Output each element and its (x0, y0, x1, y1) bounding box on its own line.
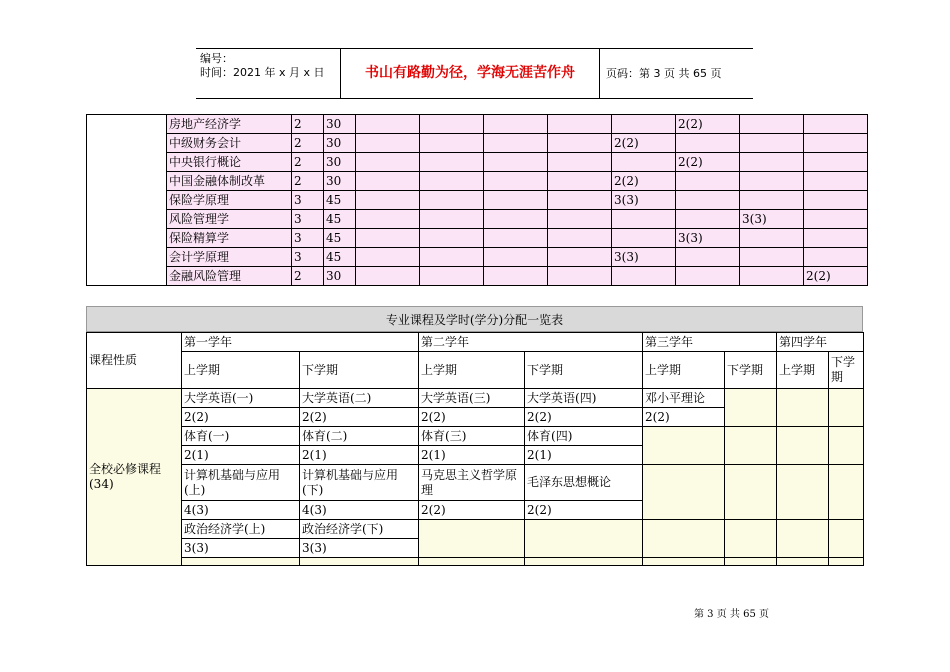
course-hours: 30 (324, 134, 356, 153)
empty-cell (419, 520, 525, 558)
course-credit: 2 (292, 134, 324, 153)
semester-cell: 2(2) (676, 115, 740, 134)
course-name: 大学英语(三) (419, 389, 525, 408)
semester-cell (612, 153, 676, 172)
course-name: 中国金融体制改革 (167, 172, 292, 191)
semester-cell (548, 115, 612, 134)
course-row (87, 210, 868, 229)
course-name: 会计学原理 (167, 248, 292, 267)
year-3-header: 第三学年 (643, 333, 777, 352)
course-credit: 2(1) (182, 446, 300, 465)
semester-cell (356, 229, 420, 248)
header-motto: 书山有路勤为径，学海无涯苦作舟 (340, 49, 600, 98)
course-name: 计算机基础与应用(下) (300, 465, 419, 501)
empty-cell (725, 558, 777, 566)
allocation-section (86, 306, 863, 566)
semester-cell (548, 153, 612, 172)
course-name: 体育(四) (525, 427, 643, 446)
course-row (87, 172, 868, 191)
empty-cell (300, 558, 419, 566)
course-name: 马克思主义哲学原理 (419, 465, 525, 501)
semester-cell (484, 267, 548, 286)
empty-cell (725, 465, 777, 520)
semester-cell (548, 267, 612, 286)
course-hours: 30 (324, 153, 356, 172)
semester-header: 下学期 (725, 352, 777, 389)
semester-cell (804, 115, 868, 134)
course-hours: 45 (324, 229, 356, 248)
course-hours: 45 (324, 210, 356, 229)
semester-cell (484, 191, 548, 210)
course-credit: 3(3) (300, 539, 419, 558)
semester-header: 下学期 (525, 352, 643, 389)
semester-cell: 3(3) (612, 191, 676, 210)
semester-cell (356, 267, 420, 286)
course-name: 中央银行概论 (167, 153, 292, 172)
course-name: 金融风险管理 (167, 267, 292, 286)
empty-cell (643, 558, 725, 566)
course-row (87, 229, 868, 248)
empty-cell (725, 389, 777, 427)
semester-cell (740, 172, 804, 191)
course-name: 大学英语(四) (525, 389, 643, 408)
semester-cell (676, 134, 740, 153)
semester-cell (420, 267, 484, 286)
semester-cell (740, 267, 804, 286)
semester-cell (420, 210, 484, 229)
semester-cell (740, 153, 804, 172)
semester-cell (676, 210, 740, 229)
semester-cell (548, 172, 612, 191)
course-credit: 2(2) (525, 408, 643, 427)
semester-header: 上学期 (419, 352, 525, 389)
semester-cell (740, 115, 804, 134)
semester-cell (484, 153, 548, 172)
semester-cell (548, 248, 612, 267)
semester-cell (484, 229, 548, 248)
header-meta (196, 49, 340, 98)
year-4-header: 第四学年 (777, 333, 864, 352)
page-header (196, 48, 753, 99)
semester-cell (484, 172, 548, 191)
semester-cell (740, 229, 804, 248)
course-row (87, 267, 868, 286)
course-credit: 3(3) (182, 539, 300, 558)
course-credit: 3 (292, 191, 324, 210)
year-1-header: 第一学年 (182, 333, 419, 352)
course-name: 保险精算学 (167, 229, 292, 248)
course-credit: 2(1) (525, 446, 643, 465)
course-credit: 2 (292, 115, 324, 134)
semester-cell (548, 191, 612, 210)
semester-cell (612, 115, 676, 134)
course-hours: 30 (324, 172, 356, 191)
semester-cell (804, 134, 868, 153)
semester-cell (676, 172, 740, 191)
allocation-table (86, 332, 864, 566)
course-name: 体育(二) (300, 427, 419, 446)
course-credit: 3 (292, 210, 324, 229)
course-type-header: 课程性质 (87, 333, 182, 389)
empty-cell (777, 389, 829, 427)
course-name: 风险管理学 (167, 210, 292, 229)
course-name: 大学英语(一) (182, 389, 300, 408)
semester-cell (740, 248, 804, 267)
empty-cell (525, 558, 643, 566)
course-credit: 3 (292, 229, 324, 248)
semester-cell (740, 191, 804, 210)
course-name: 政治经济学(上) (182, 520, 300, 539)
page-footer: 第 3 页 共 65 页 (694, 609, 769, 620)
course-credit: 2(2) (182, 408, 300, 427)
course-name: 房地产经济学 (167, 115, 292, 134)
semester-cell (804, 172, 868, 191)
semester-cell (420, 134, 484, 153)
category-cell: 全校必修课程(34) (87, 389, 182, 566)
semester-cell: 2(2) (612, 172, 676, 191)
course-name: 邓小平理论 (643, 389, 725, 408)
semester-cell (420, 229, 484, 248)
course-row (87, 153, 868, 172)
semester-cell (420, 115, 484, 134)
empty-cell (777, 520, 829, 558)
allocation-title: 专业课程及学时(学分)分配一览表 (86, 306, 863, 332)
semester-cell: 2(2) (612, 134, 676, 153)
course-credit: 2(2) (419, 501, 525, 520)
semester-cell (804, 248, 868, 267)
semester-cell (676, 267, 740, 286)
course-name: 保险学原理 (167, 191, 292, 210)
semester-header: 上学期 (643, 352, 725, 389)
semester-header: 上学期 (182, 352, 300, 389)
empty-cell (725, 520, 777, 558)
semester-cell (804, 153, 868, 172)
empty-cell (182, 558, 300, 566)
empty-cell (643, 427, 725, 465)
semester-cell (356, 248, 420, 267)
course-credit: 2(2) (419, 408, 525, 427)
course-credit: 2(2) (643, 408, 725, 427)
empty-cell (829, 427, 864, 465)
semester-cell (484, 134, 548, 153)
course-name: 中级财务会计 (167, 134, 292, 153)
semester-cell (740, 134, 804, 153)
semester-cell (356, 172, 420, 191)
empty-cell (643, 520, 725, 558)
course-credit: 2 (292, 172, 324, 191)
semester-cell (356, 210, 420, 229)
empty-cell (725, 427, 777, 465)
empty-cell (777, 465, 829, 520)
semester-cell (420, 191, 484, 210)
semester-cell: 3(3) (740, 210, 804, 229)
semester-cell (676, 191, 740, 210)
empty-cell (777, 558, 829, 566)
semester-cell (548, 134, 612, 153)
semester-header: 下学期 (829, 352, 864, 389)
course-row (87, 115, 868, 134)
semester-cell (356, 134, 420, 153)
semester-cell: 2(2) (676, 153, 740, 172)
header-page: 页码：第 3 页 共 65 页 (606, 67, 722, 80)
course-name: 政治经济学(下) (300, 520, 419, 539)
semester-cell (804, 191, 868, 210)
semester-cell (548, 210, 612, 229)
semester-cell (484, 210, 548, 229)
course-name: 大学英语(二) (300, 389, 419, 408)
semester-cell: 2(2) (804, 267, 868, 286)
empty-cell (829, 465, 864, 520)
semester-cell (548, 229, 612, 248)
course-credit: 4(3) (300, 501, 419, 520)
course-hours: 45 (324, 248, 356, 267)
course-table (86, 114, 868, 286)
course-row (87, 134, 868, 153)
semester-cell (676, 248, 740, 267)
year-2-header: 第二学年 (419, 333, 643, 352)
semester-cell (484, 248, 548, 267)
empty-cell (829, 389, 864, 427)
semester-cell (804, 229, 868, 248)
course-credit: 2 (292, 153, 324, 172)
semester-cell (420, 248, 484, 267)
course-credit: 2 (292, 267, 324, 286)
category-cell (87, 115, 167, 286)
header-number: 编号： (200, 52, 233, 65)
course-name: 体育(一) (182, 427, 300, 446)
semester-header: 上学期 (777, 352, 829, 389)
semester-cell (356, 153, 420, 172)
empty-cell (777, 427, 829, 465)
semester-cell (612, 229, 676, 248)
empty-cell (525, 520, 643, 558)
semester-cell (612, 210, 676, 229)
semester-cell (356, 115, 420, 134)
header-time: 时间：2021 年 x 月 x 日 (200, 66, 325, 79)
empty-cell (419, 558, 525, 566)
course-credit: 2(1) (300, 446, 419, 465)
course-credit: 2(2) (300, 408, 419, 427)
course-hours: 30 (324, 267, 356, 286)
course-name: 体育(三) (419, 427, 525, 446)
course-hours: 30 (324, 115, 356, 134)
course-credit: 3 (292, 248, 324, 267)
semester-header: 下学期 (300, 352, 419, 389)
empty-cell (829, 558, 864, 566)
course-credit: 2(1) (419, 446, 525, 465)
empty-cell (829, 520, 864, 558)
course-name: 毛泽东思想概论 (525, 465, 643, 501)
semester-cell: 3(3) (612, 248, 676, 267)
semester-cell: 3(3) (676, 229, 740, 248)
course-name: 计算机基础与应用(上) (182, 465, 300, 501)
semester-cell (484, 115, 548, 134)
semester-cell (420, 172, 484, 191)
semester-cell (804, 210, 868, 229)
semester-cell (356, 191, 420, 210)
course-hours: 45 (324, 191, 356, 210)
course-credit: 4(3) (182, 501, 300, 520)
empty-cell (643, 465, 725, 520)
semester-cell (612, 267, 676, 286)
course-credit: 2(2) (525, 501, 643, 520)
semester-cell (420, 153, 484, 172)
course-row (87, 191, 868, 210)
course-row (87, 248, 868, 267)
